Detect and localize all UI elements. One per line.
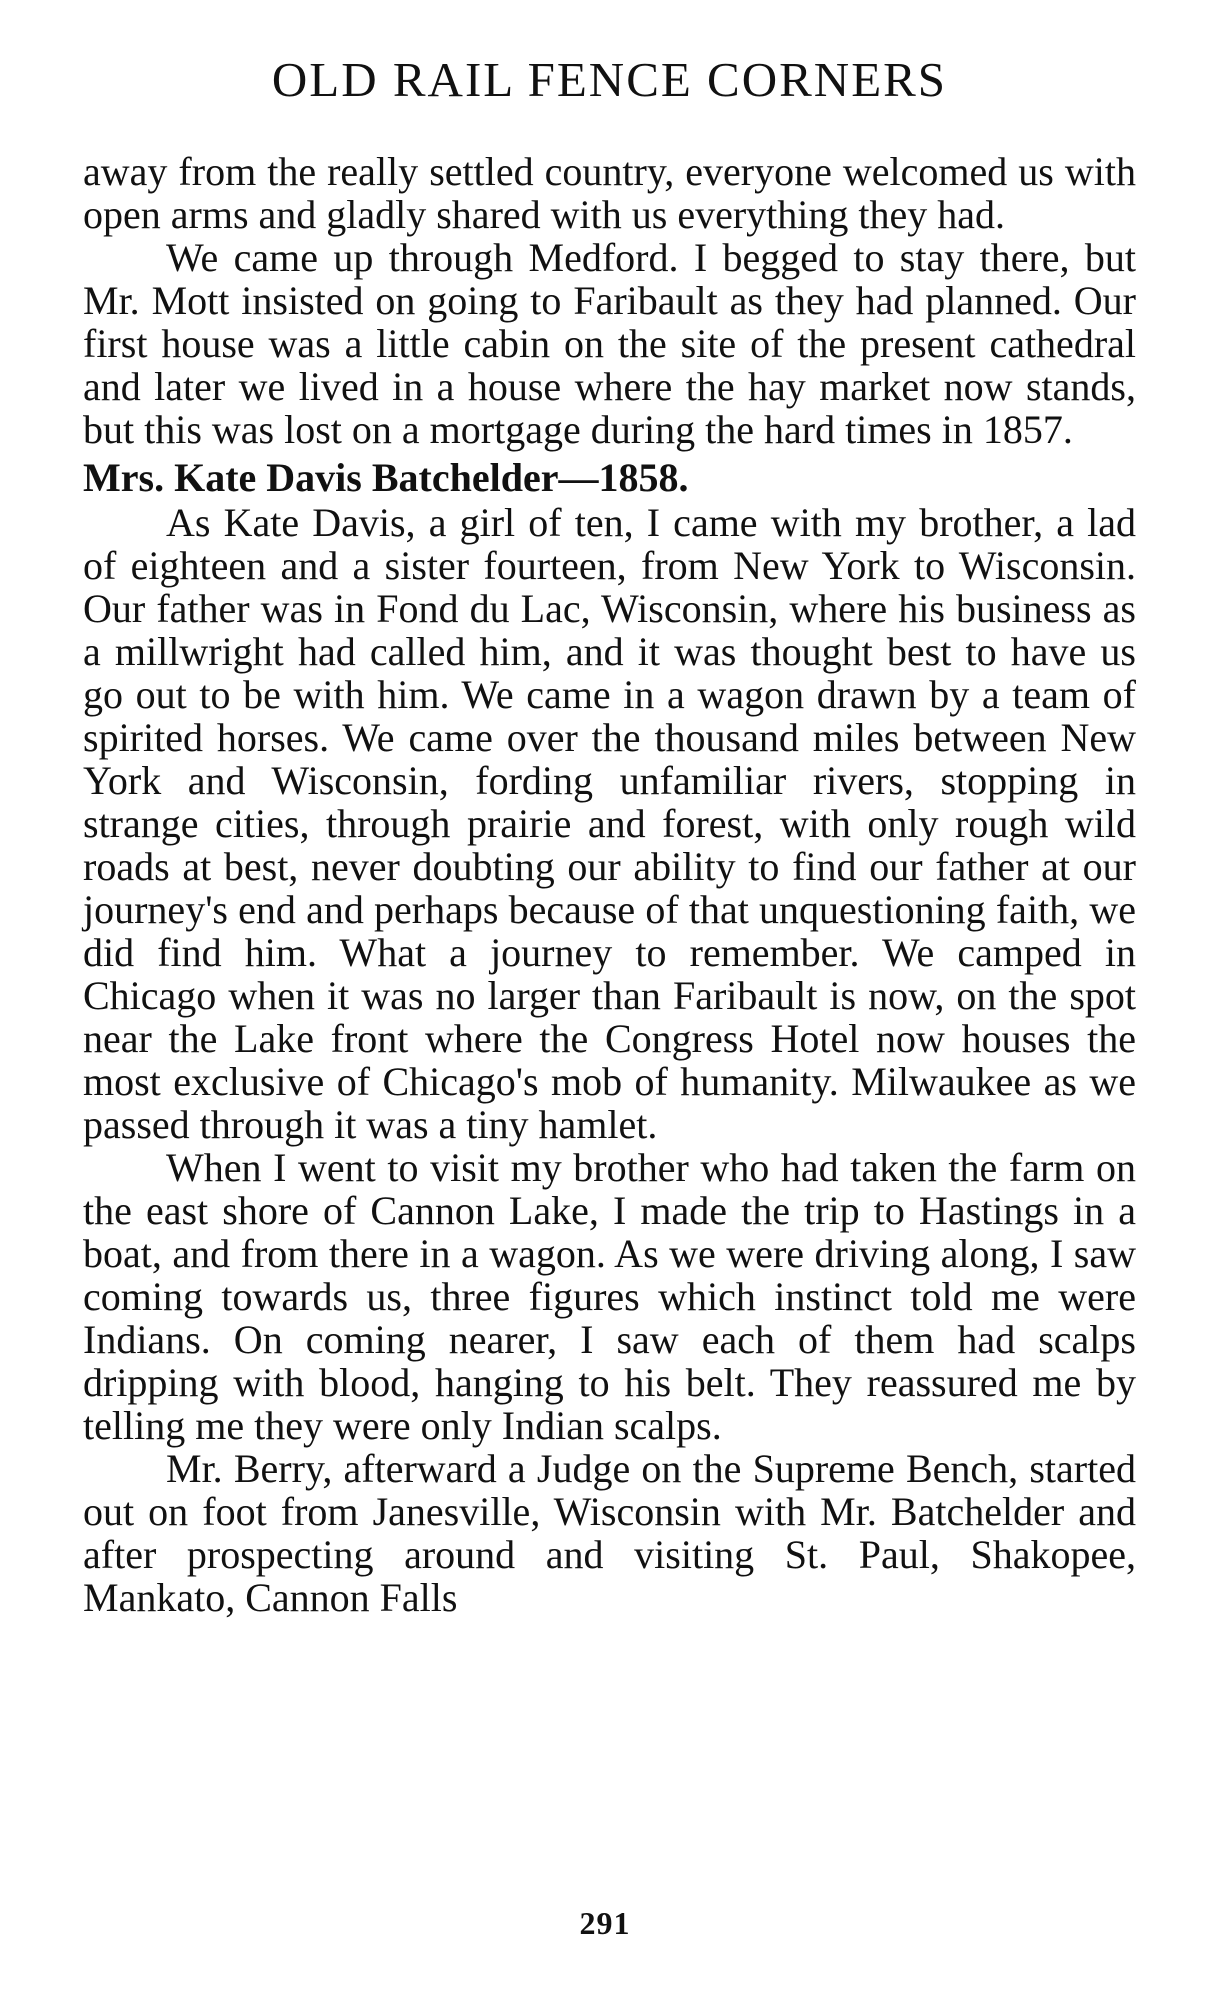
book-page (83, 50, 1136, 1619)
page-body (83, 150, 1136, 1619)
running-head-title: OLD RAIL FENCE CORNERS (271, 52, 948, 107)
section-heading-batchelder: Mrs. Kate Davis Batchelder—1858. (83, 455, 689, 500)
body-paragraph-kate-davis: As Kate Davis, a girl of ten, I came with my brother, a lad of eighteen and a sister fourteen, from New York to Wisconsin. Our father was in Fond du Lac, Wisconsin, where his business as a millwright had called him, and it was thought best to have us go out to be with him. We came in a wagon drawn by a team of spirited horses. We came over the thousand miles between New York and Wisconsin, fording unfamiliar rivers, stopping in strange cities, through prairie and forest, with only rough wild roads at best, never doubting our ability to find our father at our journey's end and perhaps because of that unquestioning faith, we did find him. What a journey to remember. We camped in Chicago when it was no larger than Faribault is now, on the spot near the Lake front where the Congress Hotel now houses the most exclusive of Chicago's mob of humanity. Milwaukee as we passed through it was a tiny hamlet. (83, 500, 1136, 1147)
body-paragraph-continued: away from the really settled country, everyone welcomed us with open arms and gladly shared with us everything they had. (83, 149, 1136, 237)
body-paragraph-cannon-lake: When I went to visit my brother who had taken the farm on the east shore of Cannon Lake, I made the trip to Hastings in a boat, and from there in a wagon. As we were driving along, I saw coming towards us, three figures which instinct told me were Indians. On coming nearer, I saw each of them had scalps dripping with blood, hanging to his belt. They reassured me by telling me they were only Indian scalps. (83, 1145, 1136, 1448)
body-paragraph-mr-berry: Mr. Berry, afterward a Judge on the Supreme Bench, started out on foot from Janesville, Wisconsin with Mr. Batchelder and after prospecting around and visiting St. Paul, Shakopee, Mankato, Cannon Falls (83, 1446, 1136, 1620)
page-number: 291 (579, 1905, 631, 1941)
body-paragraph-medford: We came up through Medford. I begged to stay there, but Mr. Mott insisted on going to Faribault as they had planned. Our first house was a little cabin on the site of the present cathedral and later we lived in a house where the hay market now stands, but this was lost on a mortgage during the hard times in 1857. (83, 235, 1136, 452)
